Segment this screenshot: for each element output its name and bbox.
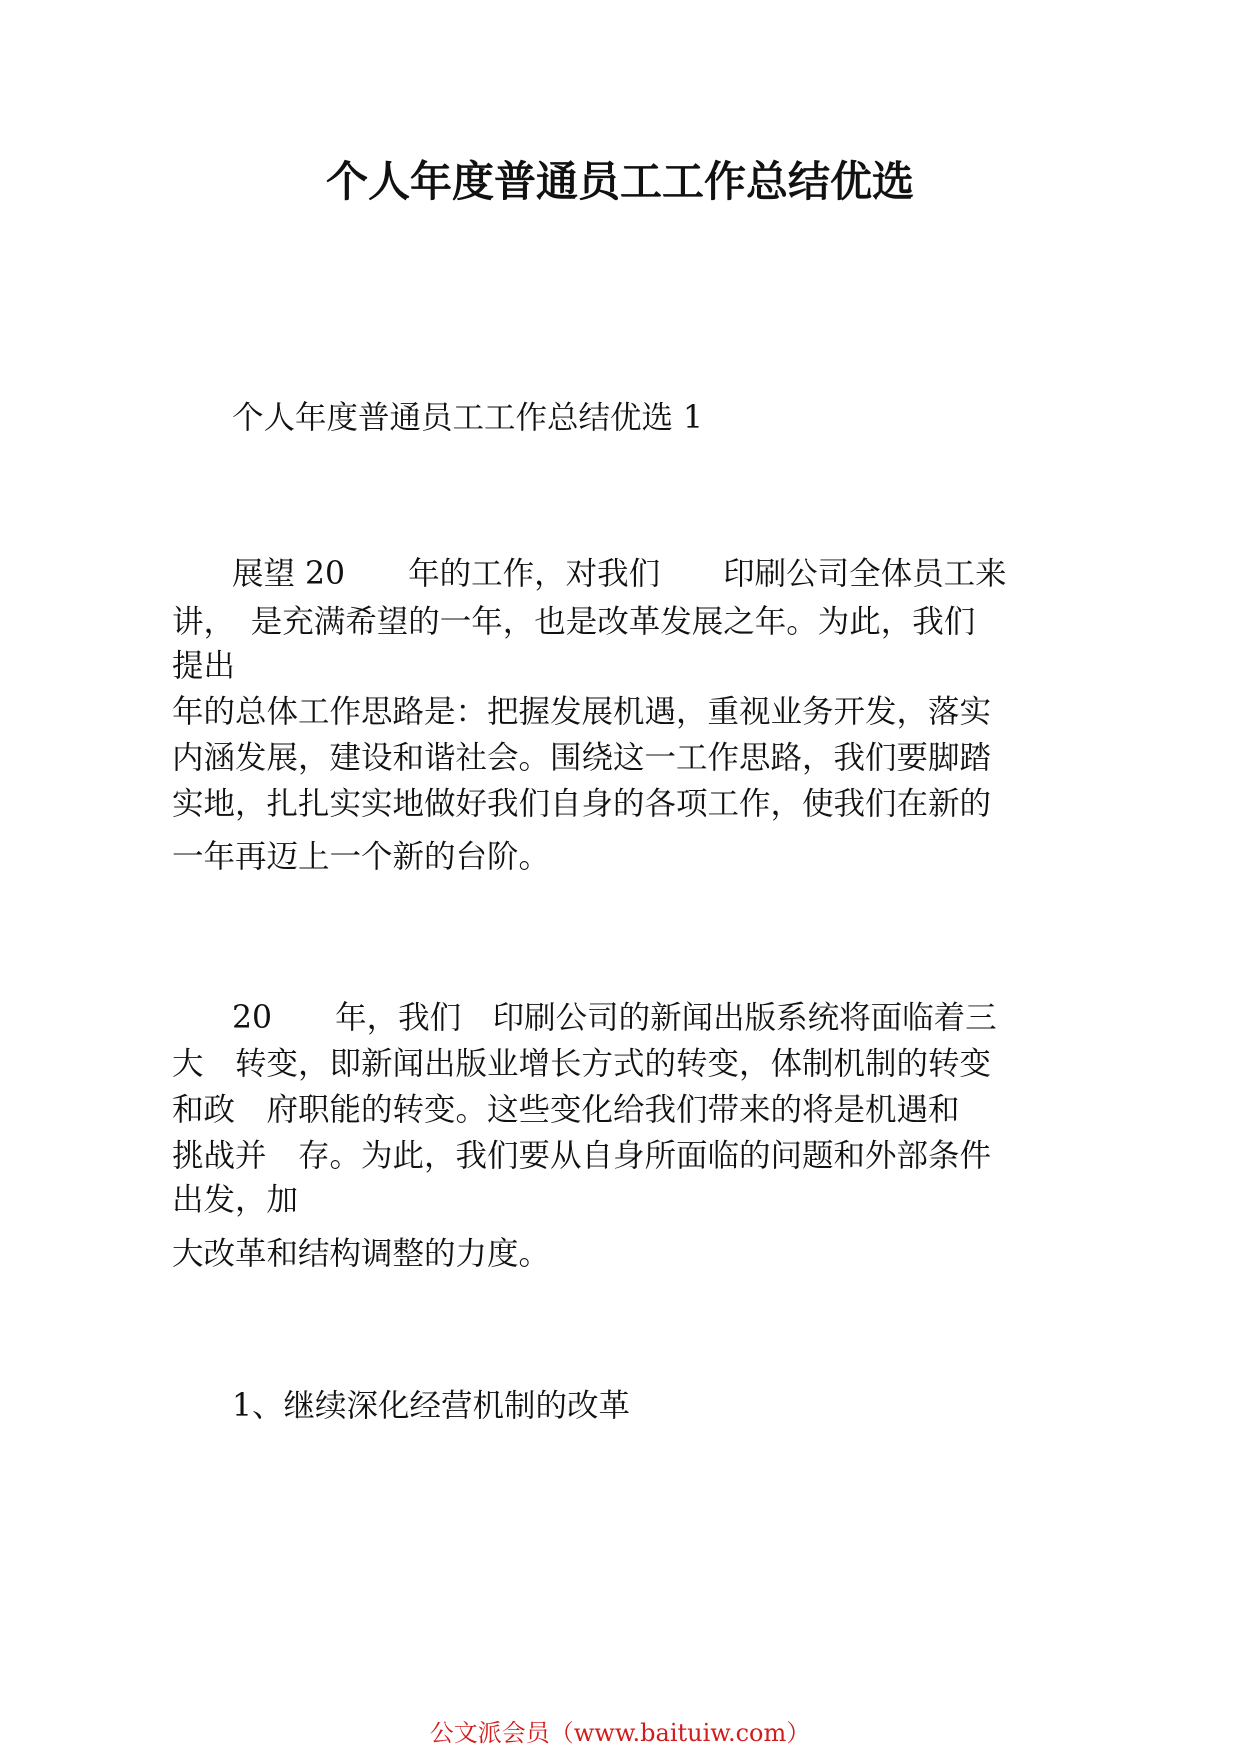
section-heading-1: 1、继续深化经营机制的改革 bbox=[232, 1388, 631, 1424]
paragraph2-line-3: 和政 府职能的转变。这些变化给我们带来的将是机遇和 bbox=[172, 1092, 960, 1128]
paragraph2-line-6: 大改革和结构调整的力度。 bbox=[172, 1236, 551, 1272]
footer-watermark: 公文派会员（www.baituiw.com） bbox=[429, 1719, 811, 1747]
paragraph1-line-2: 讲， 是充满希望的一年，也是改革发展之年。为此，我们 bbox=[172, 604, 976, 640]
paragraph1-line-6: 实地，扎扎实实地做好我们自身的各项工作，使我们在新的 bbox=[172, 786, 992, 822]
paragraph2-line-2: 大 转变，即新闻出版业增长方式的转变，体制机制的转变 bbox=[172, 1046, 992, 1082]
paragraph2-line-4: 挑战并 存。为此，我们要从自身所面临的问题和外部条件 bbox=[172, 1138, 992, 1174]
paragraph1-line-4: 年的总体工作思路是：把握发展机遇，重视业务开发，落实 bbox=[172, 694, 992, 730]
paragraph1-line-3: 提出 bbox=[172, 648, 236, 684]
paragraph1-line-1: 展望 20 年的工作，对我们 印刷公司全体员工来 bbox=[232, 556, 1007, 592]
paragraph1-line-5: 内涵发展，建设和谐社会。围绕这一工作思路，我们要脚踏 bbox=[172, 740, 992, 776]
paragraph1-line-7: 一年再迈上一个新的台阶。 bbox=[172, 839, 551, 875]
paragraph2-line-1: 20 年，我们 印刷公司的新闻出版系统将面临着三 bbox=[232, 1000, 997, 1036]
page-title: 个人年度普通员工工作总结优选 bbox=[325, 157, 914, 206]
subheading: 个人年度普通员工工作总结优选 1 bbox=[232, 400, 704, 436]
paragraph2-line-5: 出发，加 bbox=[172, 1182, 299, 1218]
